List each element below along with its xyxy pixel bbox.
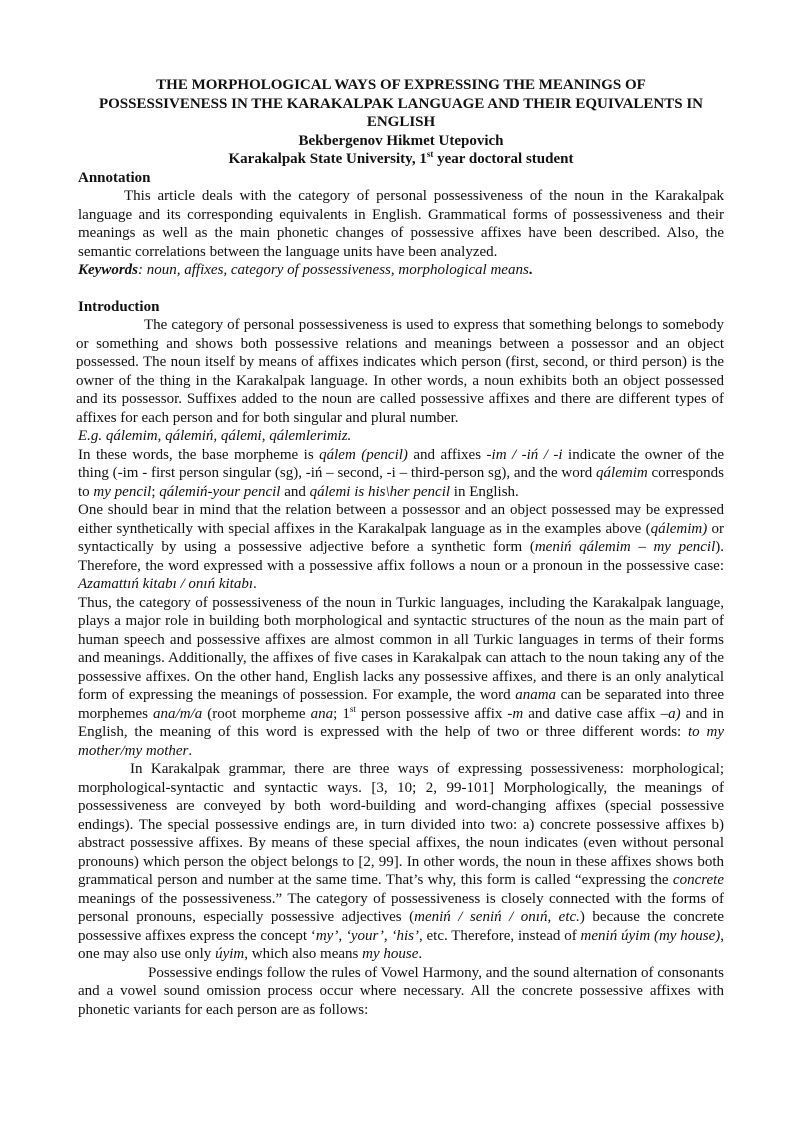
author-name: Bekbergenov Hikmet Utepovich bbox=[298, 132, 504, 149]
article-page bbox=[78, 76, 724, 1019]
text-span: ; 1 bbox=[333, 705, 350, 722]
intro-paragraph-4 bbox=[78, 594, 724, 761]
intro-paragraph-5 bbox=[78, 760, 724, 964]
italic-span: qálem (pencil) bbox=[319, 446, 408, 463]
keywords-end: . bbox=[528, 262, 533, 278]
text-span: or syntactically by using a possessive adjective before a synthetic form ( bbox=[78, 520, 724, 555]
italic-span: anama bbox=[515, 687, 557, 703]
keywords-text: : noun, affixes, category of possessiveness, morphological means bbox=[138, 262, 529, 278]
italic-span: ana bbox=[310, 705, 334, 722]
italic-span: Azamattıń kitabı / onıń kitabı bbox=[78, 576, 253, 592]
text-span: meanings of the possessiveness.” The category of possessiveness is closely connected with the forms of personal pronouns, especially possessive adjectives ( bbox=[78, 890, 724, 925]
text-span: can be separated into three morphemes bbox=[78, 687, 724, 722]
affiliation-text: Karakalpak State University, 1 bbox=[228, 151, 427, 167]
keywords-line bbox=[78, 261, 724, 280]
italic-span: qálemim) bbox=[650, 520, 708, 537]
annotation-text: This article deals with the category of personal possessiveness of the noun in the Karakalpak language and its corresponding equivalents in English. Grammatical forms of possessiveness and their meanings as well as the main phonetic changes of possessive affixes have been described. Also, the semantic correlations between the language units have been analyzed. bbox=[78, 188, 724, 260]
text-span: and affixes bbox=[407, 446, 487, 463]
text-span: . bbox=[418, 946, 423, 962]
text-span: ; bbox=[151, 483, 160, 500]
text-span: , one may also use only bbox=[78, 927, 724, 962]
text-span: indicate the owner of the thing (-im - first person singular (sg), -iń – second, -i – third-person sg), and the word bbox=[78, 446, 725, 481]
text-span: . bbox=[188, 742, 193, 759]
text-span: One should bear in mind that the relation between a possessor and an object possessed may be expressed either synthetically with special affixes in the Karakalpak language as in the examples above ( bbox=[78, 502, 724, 537]
text-span: person possessive affix bbox=[355, 705, 508, 722]
italic-span: my’, ‘your’, ‘his’ bbox=[315, 927, 419, 944]
text-span: In these words, the base morpheme is bbox=[78, 446, 320, 463]
example-text: E.g. qálemim, qálemiń, qálemi, qálemlerimiz. bbox=[78, 428, 352, 444]
text-span: in English. bbox=[450, 483, 519, 500]
title-line-1: THE MORPHOLOGICAL WAYS OF EXPRESSING THE MEANINGS OF bbox=[156, 77, 646, 93]
spacer bbox=[78, 280, 724, 298]
text-span: In Karakalpak grammar, there are three ways of expressing possessiveness: morphological; morphological-syntactic and syntactic ways. [3, 10; 2, 99-101] Morphologically, the meanings of possessiveness are conveyed by both word-building and word-changing affixes (special possessive endings). The special possessive endings are, in turn divided into two: a) concrete possessive affixes b) abstract possessive affixes. By means of these special affixes, the noun indicates (even without personal pronouns) which person the object belongs to [2, 99]. In other words, the noun in these affixes shows both grammatical person and number at the same time. That’s why, this form is called “expressing the bbox=[78, 761, 724, 888]
text-span: ) because the concrete possessive affixes express the concept ‘ bbox=[78, 909, 724, 944]
intro-paragraph-6: Possessive endings follow the rules of Vowel Harmony, and the sound alternation of consonants and a vowel sound omission process occur where necessary. All the concrete possessive affixes with phonetic variants for each person are as follows: bbox=[78, 964, 724, 1018]
annotation-heading: Annotation bbox=[78, 169, 151, 186]
italic-span: –a) bbox=[660, 705, 681, 722]
italic-span: ana/m/a bbox=[153, 705, 203, 722]
title-line-2: POSSESSIVENESS IN THE KARAKALPAK LANGUAGE AND THEIR EQUIVALENTS IN bbox=[98, 95, 704, 112]
introduction-heading: Introduction bbox=[78, 298, 160, 315]
intro-paragraph-1: The category of personal possessiveness is used to express that something belongs to somebody or something and shows both possessive relations and meanings between a possessor and an object possessed. The noun itself by means of affixes indicates which person (first, second, or third person) is the owner of the thing in the Karakalpak language. In other words, a noun exhibits both an object possessed and its possessor. Suffixes added to the noun are called possessive affixes and there are different types of affixes for each person and for both singular and plural number. bbox=[76, 317, 724, 426]
keywords-label: Keywords bbox=[78, 262, 138, 278]
text-span: . bbox=[253, 576, 257, 592]
author-affiliation bbox=[78, 150, 724, 169]
italic-span: concrete bbox=[672, 872, 724, 888]
affiliation-text-end: year doctoral student bbox=[433, 151, 574, 167]
affiliation-sup: st bbox=[426, 149, 434, 159]
text-span: ). Therefore, the word expressed with a possessive affix follows a noun or a pronoun in the possessive case: bbox=[78, 539, 724, 574]
title-line-3: ENGLISH bbox=[366, 114, 436, 130]
italic-span: meniń qálemim – my pencil bbox=[534, 539, 716, 555]
example-line bbox=[78, 427, 724, 446]
text-span: Thus, the category of possessiveness of the noun in Turkic languages, including the Karakalpak language, plays a major role in building both morphological and syntactic structures of the noun as the main part of human speech and possessive affixes are almost common in all Turkic languages in terms of their forms and meanings. Additionally, the affixes of five cases in Karakalpak can attach to the noun taking any of the possessive affixes. On the other hand, English lacks any possessive affixes, and there is an only analytical form of expressing the meanings of possession. For example, the word bbox=[78, 594, 724, 703]
text-span: (root morpheme bbox=[202, 705, 311, 722]
superscript: st bbox=[349, 703, 356, 714]
intro-paragraph-2 bbox=[78, 446, 724, 502]
italic-span: qálemiń-your pencil bbox=[159, 483, 281, 500]
italic-span: -m bbox=[507, 705, 524, 722]
text-span: and dative case affix bbox=[523, 705, 661, 722]
text-span: , which also means bbox=[244, 946, 363, 962]
article-header bbox=[78, 76, 724, 169]
italic-span: qálemi is his\her pencil bbox=[309, 483, 451, 500]
italic-span: qálemim bbox=[596, 465, 648, 481]
intro-paragraph-3 bbox=[78, 501, 724, 594]
italic-span: úyim bbox=[215, 946, 245, 962]
text-span: , etc. Therefore, instead of bbox=[418, 927, 581, 944]
text-span: and bbox=[280, 483, 310, 500]
italic-span: my house bbox=[362, 946, 419, 962]
italic-span: my pencil bbox=[93, 483, 152, 500]
italic-span: to my mother/my mother bbox=[78, 724, 724, 759]
text-span: corresponds to bbox=[78, 465, 724, 500]
italic-span: -im / -iń / -i bbox=[486, 446, 563, 463]
text-span: and in English, the meaning of this word is expressed with the help of two or three different words: bbox=[78, 705, 725, 740]
italic-span: meniń / seniń / onıń, etc. bbox=[414, 909, 580, 925]
italic-span: meniń úyim (my house) bbox=[580, 927, 721, 944]
